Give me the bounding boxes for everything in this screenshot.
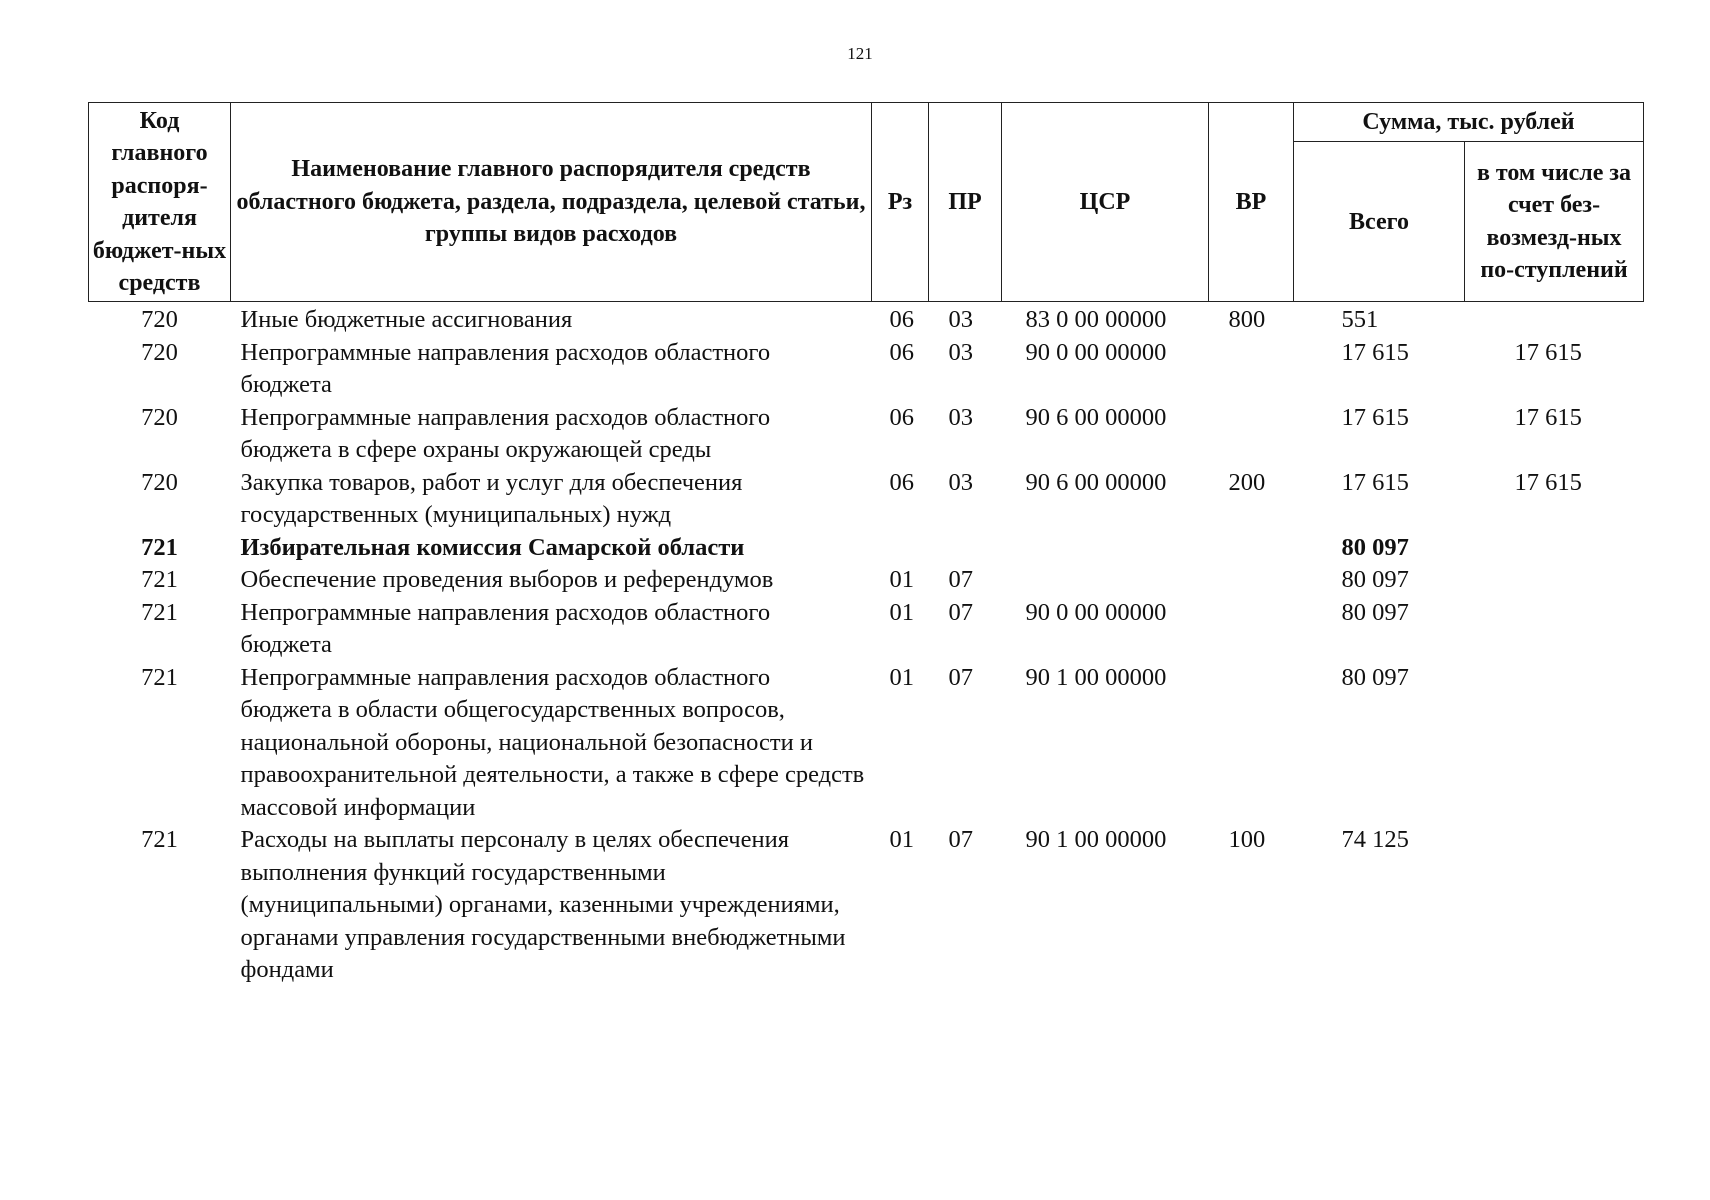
cell-total: 80 097 xyxy=(1341,533,1409,561)
cell-csr: 90 0 00 00000 xyxy=(1025,598,1167,626)
cell-code: 721 xyxy=(141,598,178,626)
cell-free xyxy=(1465,532,1644,565)
cell-name: Непрограммные направления расходов областного бюджета в сфере охраны окружающей среды xyxy=(240,403,771,464)
header-sum: Сумма, тыс. рублей xyxy=(1294,103,1644,142)
table-row xyxy=(89,467,1644,532)
cell-free xyxy=(1465,564,1644,597)
cell-code: 720 xyxy=(141,306,178,334)
cell-name: Расходы на выплаты персоналу в целях обеспечения выполнения функций государственными (муниципальными) органами, казенными учреждениями, органами управления государственными внебюджетными фондами xyxy=(240,826,846,984)
cell-csr: 90 6 00 00000 xyxy=(1025,403,1167,431)
cell-code: 720 xyxy=(141,403,178,431)
cell-csr xyxy=(1002,564,1209,597)
cell-csr: 83 0 00 00000 xyxy=(1025,306,1167,334)
cell-code: 721 xyxy=(141,533,178,561)
cell-vr xyxy=(1209,337,1294,402)
budget-table xyxy=(88,102,1644,987)
cell-total: 17 615 xyxy=(1341,468,1409,496)
budget-sheet xyxy=(88,102,1643,987)
cell-free xyxy=(1465,302,1644,337)
table-row xyxy=(89,402,1644,467)
cell-rz: 06 xyxy=(889,306,914,334)
cell-pr: 07 xyxy=(948,566,973,594)
cell-total: 551 xyxy=(1341,306,1379,334)
cell-rz: 01 xyxy=(889,598,914,626)
cell-name: Иные бюджетные ассигнования xyxy=(240,306,573,334)
cell-total: 17 615 xyxy=(1341,338,1409,366)
cell-name: Непрограммные направления расходов областного бюджета xyxy=(240,598,771,659)
table-row xyxy=(89,337,1644,402)
header-pr: ПР xyxy=(929,103,1002,302)
cell-pr: 03 xyxy=(948,468,973,496)
cell-vr xyxy=(1209,564,1294,597)
cell-total: 80 097 xyxy=(1341,663,1409,691)
header-vr: ВР xyxy=(1209,103,1294,302)
header-free: в том числе за счет без-возмезд-ных по-ступлений xyxy=(1465,142,1644,302)
cell-free xyxy=(1465,824,1644,987)
cell-pr: 03 xyxy=(948,306,973,334)
cell-vr xyxy=(1209,532,1294,565)
cell-name: Непрограммные направления расходов областного бюджета в области общегосударственных вопросов, национальной обороны, национальной безопасности и правоохранительной деятельности, а также в сфере средств массовой информации xyxy=(240,663,865,821)
cell-name: Обеспечение проведения выборов и референдумов xyxy=(240,566,774,594)
cell-code: 721 xyxy=(141,826,178,854)
page-number: 121 xyxy=(847,44,873,63)
table-row xyxy=(89,824,1644,987)
cell-pr xyxy=(929,532,1002,565)
cell-free: 17 615 xyxy=(1514,403,1582,431)
cell-pr: 07 xyxy=(948,598,973,626)
table-row xyxy=(89,597,1644,662)
cell-free xyxy=(1465,597,1644,662)
cell-csr: 90 0 00 00000 xyxy=(1025,338,1167,366)
table-row xyxy=(89,662,1644,825)
cell-code: 720 xyxy=(141,338,178,366)
cell-total: 80 097 xyxy=(1341,598,1409,626)
cell-name: Закупка товаров, работ и услуг для обеспечения государственных (муниципальных) нужд xyxy=(240,468,743,529)
cell-vr: 200 xyxy=(1228,468,1266,496)
cell-free xyxy=(1465,662,1644,825)
cell-vr xyxy=(1209,662,1294,825)
header-total: Всего xyxy=(1294,142,1465,302)
cell-free: 17 615 xyxy=(1514,338,1582,366)
cell-pr: 07 xyxy=(948,826,973,854)
cell-code: 721 xyxy=(141,566,178,594)
cell-rz xyxy=(872,532,929,565)
header-code: Код главного распоря-дителя бюджет-ных средств xyxy=(89,103,231,302)
cell-pr: 03 xyxy=(948,403,973,431)
cell-vr: 800 xyxy=(1228,306,1266,334)
table-body xyxy=(89,302,1644,987)
cell-total: 17 615 xyxy=(1341,403,1409,431)
cell-vr xyxy=(1209,597,1294,662)
table-header xyxy=(89,103,1644,302)
cell-rz: 06 xyxy=(889,403,914,431)
cell-pr: 03 xyxy=(948,338,973,366)
cell-code: 720 xyxy=(141,468,178,496)
cell-total: 80 097 xyxy=(1341,566,1409,594)
cell-vr xyxy=(1209,402,1294,467)
cell-name: Непрограммные направления расходов областного бюджета xyxy=(240,338,771,399)
cell-rz: 01 xyxy=(889,826,914,854)
header-csr: ЦСР xyxy=(1002,103,1209,302)
cell-rz: 01 xyxy=(889,566,914,594)
cell-rz: 01 xyxy=(889,663,914,691)
cell-csr: 90 1 00 00000 xyxy=(1025,826,1167,854)
table-row xyxy=(89,302,1644,337)
cell-name: Избирательная комиссия Самарской области xyxy=(240,533,745,561)
header-rz: Рз xyxy=(872,103,929,302)
cell-code: 721 xyxy=(141,663,178,691)
table-row xyxy=(89,564,1644,597)
cell-pr: 07 xyxy=(948,663,973,691)
cell-csr: 90 6 00 00000 xyxy=(1025,468,1167,496)
cell-vr: 100 xyxy=(1228,826,1266,854)
table-row xyxy=(89,532,1644,565)
header-name: Наименование главного распорядителя средств областного бюджета, раздела, подраздела, целевой статьи, группы видов расходов xyxy=(231,103,872,302)
cell-free: 17 615 xyxy=(1514,468,1582,496)
cell-rz: 06 xyxy=(889,338,914,366)
cell-csr: 90 1 00 00000 xyxy=(1025,663,1167,691)
cell-total: 74 125 xyxy=(1341,826,1409,854)
cell-rz: 06 xyxy=(889,468,914,496)
cell-csr xyxy=(1002,532,1209,565)
